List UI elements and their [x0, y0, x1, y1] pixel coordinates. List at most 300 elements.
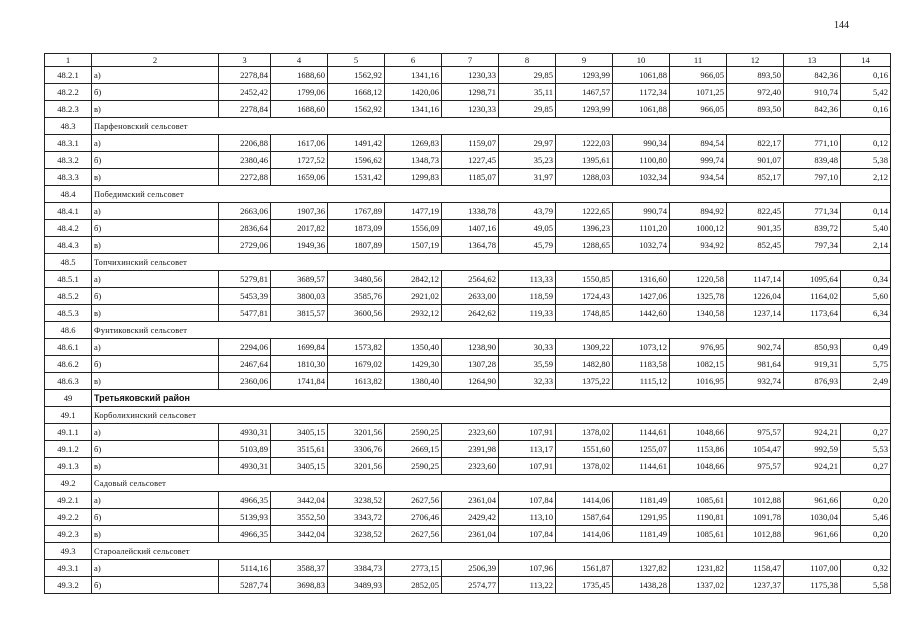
value-cell-col-14: 0,12: [841, 135, 891, 152]
table-row: [45, 424, 891, 441]
column-number-12: 12: [727, 54, 784, 67]
value-cell-col-8: 43,79: [499, 203, 556, 220]
value-cell-col-10: 1291,95: [613, 509, 670, 526]
value-cell-col-8: 107,96: [499, 560, 556, 577]
value-cell-col-12: 1147,14: [727, 271, 784, 288]
value-cell-col-11: 999,74: [670, 152, 727, 169]
value-cell-col-12: 975,57: [727, 424, 784, 441]
value-cell-col-8: 29,85: [499, 101, 556, 118]
value-cell-col-8: 107,84: [499, 492, 556, 509]
value-cell-col-10: 1438,28: [613, 577, 670, 594]
value-cell-col-10: 1100,80: [613, 152, 670, 169]
value-cell-col-8: 107,91: [499, 424, 556, 441]
table-row: [45, 339, 891, 356]
value-cell-col-9: 1748,85: [556, 305, 613, 322]
value-cell-col-3: 2836,64: [219, 220, 271, 237]
table-row: [45, 441, 891, 458]
table-row: [45, 373, 891, 390]
value-cell-col-3: 2467,64: [219, 356, 271, 373]
value-cell-col-13: 1095,64: [784, 271, 841, 288]
value-cell-col-3: 5287,74: [219, 577, 271, 594]
council-heading-row: [45, 407, 891, 424]
value-cell-col-3: 4930,31: [219, 458, 271, 475]
value-cell-col-7: 1230,33: [442, 101, 499, 118]
variant-letter: б): [92, 577, 219, 594]
value-cell-col-13: 839,48: [784, 152, 841, 169]
table-row: [45, 101, 891, 118]
value-cell-col-7: 2642,62: [442, 305, 499, 322]
value-cell-col-6: 2627,56: [385, 526, 442, 543]
value-cell-col-10: 1115,12: [613, 373, 670, 390]
council-heading-row: [45, 118, 891, 135]
value-cell-col-9: 1288,03: [556, 169, 613, 186]
value-cell-col-7: 1185,07: [442, 169, 499, 186]
row-code: 48.2.1: [45, 67, 92, 84]
table-row: [45, 526, 891, 543]
value-cell-col-11: 1190,81: [670, 509, 727, 526]
value-cell-col-4: 1727,52: [271, 152, 328, 169]
value-cell-col-13: 910,74: [784, 84, 841, 101]
value-cell-col-12: 852,45: [727, 237, 784, 254]
value-cell-col-5: 1679,02: [328, 356, 385, 373]
value-cell-col-10: 1327,82: [613, 560, 670, 577]
row-code: 49.1.3: [45, 458, 92, 475]
value-cell-col-7: 2429,42: [442, 509, 499, 526]
value-cell-col-5: 3306,76: [328, 441, 385, 458]
value-cell-col-12: 901,35: [727, 220, 784, 237]
value-cell-col-7: 1364,78: [442, 237, 499, 254]
value-cell-col-12: 972,40: [727, 84, 784, 101]
table-row: [45, 237, 891, 254]
variant-letter: б): [92, 152, 219, 169]
value-cell-col-9: 1293,99: [556, 101, 613, 118]
value-cell-col-10: 1144,61: [613, 424, 670, 441]
table-row: [45, 305, 891, 322]
value-cell-col-5: 3201,56: [328, 458, 385, 475]
value-cell-col-8: 31,97: [499, 169, 556, 186]
value-cell-col-5: 1596,62: [328, 152, 385, 169]
variant-letter: а): [92, 492, 219, 509]
value-cell-col-3: 2272,88: [219, 169, 271, 186]
value-cell-col-3: 4966,35: [219, 526, 271, 543]
row-code: 49.2: [45, 475, 92, 492]
value-cell-col-4: 1688,60: [271, 101, 328, 118]
value-cell-col-8: 113,33: [499, 271, 556, 288]
row-code: 48.5: [45, 254, 92, 271]
value-cell-col-11: 1325,78: [670, 288, 727, 305]
value-cell-col-12: 893,50: [727, 101, 784, 118]
value-cell-col-13: 876,93: [784, 373, 841, 390]
variant-letter: б): [92, 84, 219, 101]
value-cell-col-3: 2452,42: [219, 84, 271, 101]
value-cell-col-14: 0,27: [841, 458, 891, 475]
row-code: 49.3: [45, 543, 92, 560]
value-cell-col-5: 3238,52: [328, 526, 385, 543]
value-cell-col-10: 1101,20: [613, 220, 670, 237]
value-cell-col-13: 1175,38: [784, 577, 841, 594]
value-cell-col-6: 1556,09: [385, 220, 442, 237]
value-cell-col-9: 1293,99: [556, 67, 613, 84]
value-cell-col-5: 3343,72: [328, 509, 385, 526]
value-cell-col-11: 976,95: [670, 339, 727, 356]
variant-letter: в): [92, 169, 219, 186]
value-cell-col-14: 0,32: [841, 560, 891, 577]
value-cell-col-13: 842,36: [784, 67, 841, 84]
value-cell-col-7: 2391,98: [442, 441, 499, 458]
value-cell-col-8: 29,97: [499, 135, 556, 152]
value-cell-col-5: 1531,42: [328, 169, 385, 186]
council-heading-row: [45, 322, 891, 339]
row-code: 48.6.3: [45, 373, 92, 390]
variant-letter: б): [92, 356, 219, 373]
value-cell-col-5: 1613,82: [328, 373, 385, 390]
value-cell-col-8: 119,33: [499, 305, 556, 322]
value-cell-col-13: 924,21: [784, 424, 841, 441]
value-cell-col-14: 2,14: [841, 237, 891, 254]
column-number-11: 11: [670, 54, 727, 67]
row-code: 48.3: [45, 118, 92, 135]
row-code: 48.4: [45, 186, 92, 203]
value-cell-col-14: 5,75: [841, 356, 891, 373]
value-cell-col-12: 893,50: [727, 67, 784, 84]
variant-letter: а): [92, 203, 219, 220]
value-cell-col-11: 1085,61: [670, 526, 727, 543]
value-cell-col-10: 1061,88: [613, 101, 670, 118]
value-cell-col-9: 1378,02: [556, 458, 613, 475]
row-code: 48.3.2: [45, 152, 92, 169]
value-cell-col-5: 3238,52: [328, 492, 385, 509]
variant-letter: в): [92, 526, 219, 543]
value-cell-col-6: 1299,83: [385, 169, 442, 186]
value-cell-col-4: 1699,84: [271, 339, 328, 356]
value-cell-col-14: 0,16: [841, 101, 891, 118]
value-cell-col-3: 2294,06: [219, 339, 271, 356]
value-cell-col-3: 5477,81: [219, 305, 271, 322]
value-cell-col-8: 107,84: [499, 526, 556, 543]
value-cell-col-14: 5,38: [841, 152, 891, 169]
value-cell-col-5: 3480,56: [328, 271, 385, 288]
value-cell-col-11: 1340,58: [670, 305, 727, 322]
value-cell-col-6: 1477,19: [385, 203, 442, 220]
value-cell-col-10: 1181,49: [613, 492, 670, 509]
variant-letter: в): [92, 458, 219, 475]
table-row: [45, 509, 891, 526]
value-cell-col-8: 45,79: [499, 237, 556, 254]
value-cell-col-11: 1048,66: [670, 458, 727, 475]
value-cell-col-13: 1030,04: [784, 509, 841, 526]
variant-letter: б): [92, 509, 219, 526]
row-code: 48.2.3: [45, 101, 92, 118]
value-cell-col-6: 2706,46: [385, 509, 442, 526]
value-cell-col-4: 3515,61: [271, 441, 328, 458]
value-cell-col-10: 1032,34: [613, 169, 670, 186]
value-cell-col-7: 1407,16: [442, 220, 499, 237]
value-cell-col-7: 2361,04: [442, 492, 499, 509]
value-cell-col-14: 0,49: [841, 339, 891, 356]
value-cell-col-14: 0,16: [841, 67, 891, 84]
value-cell-col-11: 1082,15: [670, 356, 727, 373]
value-cell-col-6: 2627,56: [385, 492, 442, 509]
value-cell-col-13: 961,66: [784, 526, 841, 543]
row-code: 48.4.1: [45, 203, 92, 220]
value-cell-col-13: 1107,00: [784, 560, 841, 577]
council-title: Парфеновский сельсовет: [92, 118, 891, 135]
value-cell-col-14: 2,12: [841, 169, 891, 186]
value-cell-col-10: 1172,34: [613, 84, 670, 101]
page-number: 144: [834, 20, 849, 31]
row-code: 49.3.2: [45, 577, 92, 594]
value-cell-col-5: 3489,93: [328, 577, 385, 594]
value-cell-col-10: 990,74: [613, 203, 670, 220]
value-cell-col-6: 1341,16: [385, 67, 442, 84]
variant-letter: в): [92, 237, 219, 254]
value-cell-col-14: 5,58: [841, 577, 891, 594]
table-row: [45, 152, 891, 169]
value-cell-col-13: 771,34: [784, 203, 841, 220]
value-cell-col-4: 1810,30: [271, 356, 328, 373]
value-cell-col-14: 5,40: [841, 220, 891, 237]
value-cell-col-7: 1227,45: [442, 152, 499, 169]
column-number-7: 7: [442, 54, 499, 67]
value-cell-col-12: 975,57: [727, 458, 784, 475]
value-cell-col-7: 2323,60: [442, 424, 499, 441]
column-number-2: 2: [92, 54, 219, 67]
value-cell-col-9: 1396,23: [556, 220, 613, 237]
value-cell-col-8: 49,05: [499, 220, 556, 237]
value-cell-col-6: 2773,15: [385, 560, 442, 577]
column-number-5: 5: [328, 54, 385, 67]
value-cell-col-4: 1617,06: [271, 135, 328, 152]
value-cell-col-4: 3405,15: [271, 424, 328, 441]
variant-letter: а): [92, 424, 219, 441]
value-cell-col-12: 902,74: [727, 339, 784, 356]
value-cell-col-8: 32,33: [499, 373, 556, 390]
value-cell-col-14: 0,27: [841, 424, 891, 441]
value-cell-col-4: 3552,50: [271, 509, 328, 526]
value-cell-col-14: 5,46: [841, 509, 891, 526]
value-cell-col-10: 1316,60: [613, 271, 670, 288]
value-cell-col-9: 1414,06: [556, 492, 613, 509]
column-number-14: 14: [841, 54, 891, 67]
value-cell-col-9: 1735,45: [556, 577, 613, 594]
value-cell-col-10: 1255,07: [613, 441, 670, 458]
value-cell-col-12: 1012,88: [727, 526, 784, 543]
row-code: 49.1.1: [45, 424, 92, 441]
value-cell-col-5: 3201,56: [328, 424, 385, 441]
value-cell-col-10: 1032,74: [613, 237, 670, 254]
value-cell-col-10: 1427,06: [613, 288, 670, 305]
value-cell-col-9: 1222,65: [556, 203, 613, 220]
value-cell-col-13: 842,36: [784, 101, 841, 118]
table-row: [45, 356, 891, 373]
district-title: Третьяковский район: [92, 390, 891, 407]
variant-letter: а): [92, 339, 219, 356]
column-number-4: 4: [271, 54, 328, 67]
value-cell-col-11: 1085,61: [670, 492, 727, 509]
variant-letter: в): [92, 305, 219, 322]
value-cell-col-7: 1230,33: [442, 67, 499, 84]
value-cell-col-7: 1307,28: [442, 356, 499, 373]
value-cell-col-6: 1507,19: [385, 237, 442, 254]
value-cell-col-11: 1016,95: [670, 373, 727, 390]
table-row: [45, 135, 891, 152]
value-cell-col-3: 4966,35: [219, 492, 271, 509]
variant-letter: а): [92, 271, 219, 288]
table-row: [45, 220, 891, 237]
value-cell-col-9: 1395,61: [556, 152, 613, 169]
value-cell-col-11: 966,05: [670, 67, 727, 84]
value-cell-col-11: 934,54: [670, 169, 727, 186]
council-title: Корболихинский сельсовет: [92, 407, 891, 424]
value-cell-col-11: 966,05: [670, 101, 727, 118]
row-code: 48.2.2: [45, 84, 92, 101]
value-cell-col-3: 2360,06: [219, 373, 271, 390]
value-cell-col-6: 1420,06: [385, 84, 442, 101]
value-cell-col-5: 1562,92: [328, 101, 385, 118]
value-cell-col-10: 1073,12: [613, 339, 670, 356]
value-cell-col-4: 3405,15: [271, 458, 328, 475]
value-cell-col-12: 1158,47: [727, 560, 784, 577]
value-cell-col-6: 1348,73: [385, 152, 442, 169]
value-cell-col-11: 1048,66: [670, 424, 727, 441]
district-heading-row: [45, 390, 891, 407]
value-cell-col-13: 797,10: [784, 169, 841, 186]
tariff-table: [44, 53, 891, 594]
value-cell-col-3: 2729,06: [219, 237, 271, 254]
value-cell-col-3: 5279,81: [219, 271, 271, 288]
value-cell-col-14: 5,53: [841, 441, 891, 458]
value-cell-col-5: 1562,92: [328, 67, 385, 84]
row-code: 49.1: [45, 407, 92, 424]
value-cell-col-4: 1949,36: [271, 237, 328, 254]
row-code: 49: [45, 390, 92, 407]
table-row: [45, 458, 891, 475]
row-code: 48.4.3: [45, 237, 92, 254]
row-code: 49.2.3: [45, 526, 92, 543]
value-cell-col-11: 1000,12: [670, 220, 727, 237]
row-code: 48.5.3: [45, 305, 92, 322]
value-cell-col-12: 1012,88: [727, 492, 784, 509]
table-row: [45, 492, 891, 509]
value-cell-col-10: 990,34: [613, 135, 670, 152]
value-cell-col-14: 5,60: [841, 288, 891, 305]
value-cell-col-10: 1183,58: [613, 356, 670, 373]
value-cell-col-7: 2574,77: [442, 577, 499, 594]
value-cell-col-9: 1550,85: [556, 271, 613, 288]
value-cell-col-6: 2590,25: [385, 458, 442, 475]
value-cell-col-4: 3698,83: [271, 577, 328, 594]
value-cell-col-9: 1378,02: [556, 424, 613, 441]
value-cell-col-12: 1226,04: [727, 288, 784, 305]
value-cell-col-10: 1144,61: [613, 458, 670, 475]
value-cell-col-7: 1298,71: [442, 84, 499, 101]
value-cell-col-4: 1659,06: [271, 169, 328, 186]
row-code: 48.4.2: [45, 220, 92, 237]
value-cell-col-9: 1288,65: [556, 237, 613, 254]
value-cell-col-7: 2633,00: [442, 288, 499, 305]
value-cell-col-11: 934,92: [670, 237, 727, 254]
variant-letter: а): [92, 560, 219, 577]
table-row: [45, 271, 891, 288]
value-cell-col-5: 1491,42: [328, 135, 385, 152]
value-cell-col-6: 1269,83: [385, 135, 442, 152]
table-row: [45, 577, 891, 594]
value-cell-col-6: 2852,05: [385, 577, 442, 594]
value-cell-col-11: 1220,58: [670, 271, 727, 288]
value-cell-col-7: 2564,62: [442, 271, 499, 288]
value-cell-col-14: 2,49: [841, 373, 891, 390]
value-cell-col-3: 2206,88: [219, 135, 271, 152]
value-cell-col-12: 1091,78: [727, 509, 784, 526]
value-cell-col-14: 0,14: [841, 203, 891, 220]
row-code: 49.2.1: [45, 492, 92, 509]
value-cell-col-12: 822,45: [727, 203, 784, 220]
value-cell-col-11: 894,54: [670, 135, 727, 152]
table-row: [45, 84, 891, 101]
value-cell-col-12: 901,07: [727, 152, 784, 169]
value-cell-col-9: 1414,06: [556, 526, 613, 543]
council-title: Староалейский сельсовет: [92, 543, 891, 560]
row-code: 48.6.2: [45, 356, 92, 373]
value-cell-col-6: 1350,40: [385, 339, 442, 356]
value-cell-col-9: 1561,87: [556, 560, 613, 577]
value-cell-col-12: 822,17: [727, 135, 784, 152]
value-cell-col-12: 981,64: [727, 356, 784, 373]
value-cell-col-4: 3689,57: [271, 271, 328, 288]
value-cell-col-6: 2590,25: [385, 424, 442, 441]
value-cell-col-4: 3800,03: [271, 288, 328, 305]
row-code: 48.3.3: [45, 169, 92, 186]
council-heading-row: [45, 543, 891, 560]
value-cell-col-8: 30,33: [499, 339, 556, 356]
variant-letter: а): [92, 135, 219, 152]
value-cell-col-11: 1231,82: [670, 560, 727, 577]
value-cell-col-5: 1767,89: [328, 203, 385, 220]
value-cell-col-14: 0,20: [841, 492, 891, 509]
value-cell-col-7: 1338,78: [442, 203, 499, 220]
value-cell-col-4: 3588,37: [271, 560, 328, 577]
value-cell-col-8: 29,85: [499, 67, 556, 84]
value-cell-col-3: 2278,84: [219, 101, 271, 118]
value-cell-col-13: 797,34: [784, 237, 841, 254]
row-code: 49.2.2: [45, 509, 92, 526]
value-cell-col-11: 1337,02: [670, 577, 727, 594]
variant-letter: б): [92, 288, 219, 305]
value-cell-col-4: 1799,06: [271, 84, 328, 101]
value-cell-col-11: 894,92: [670, 203, 727, 220]
value-cell-col-9: 1309,22: [556, 339, 613, 356]
value-cell-col-9: 1222,03: [556, 135, 613, 152]
value-cell-col-8: 113,10: [499, 509, 556, 526]
value-cell-col-3: 5114,16: [219, 560, 271, 577]
value-cell-col-8: 113,22: [499, 577, 556, 594]
council-title: Топчихинский сельсовет: [92, 254, 891, 271]
variant-letter: б): [92, 220, 219, 237]
value-cell-col-12: 1237,14: [727, 305, 784, 322]
value-cell-col-13: 771,10: [784, 135, 841, 152]
value-cell-col-13: 850,93: [784, 339, 841, 356]
table-row: [45, 67, 891, 84]
value-cell-col-4: 1907,36: [271, 203, 328, 220]
row-code: 48.5.2: [45, 288, 92, 305]
value-cell-col-8: 35,23: [499, 152, 556, 169]
value-cell-col-3: 5453,39: [219, 288, 271, 305]
value-cell-col-5: 1573,82: [328, 339, 385, 356]
value-cell-col-4: 2017,82: [271, 220, 328, 237]
value-cell-col-8: 113,17: [499, 441, 556, 458]
value-cell-col-11: 1153,86: [670, 441, 727, 458]
value-cell-col-6: 2669,15: [385, 441, 442, 458]
